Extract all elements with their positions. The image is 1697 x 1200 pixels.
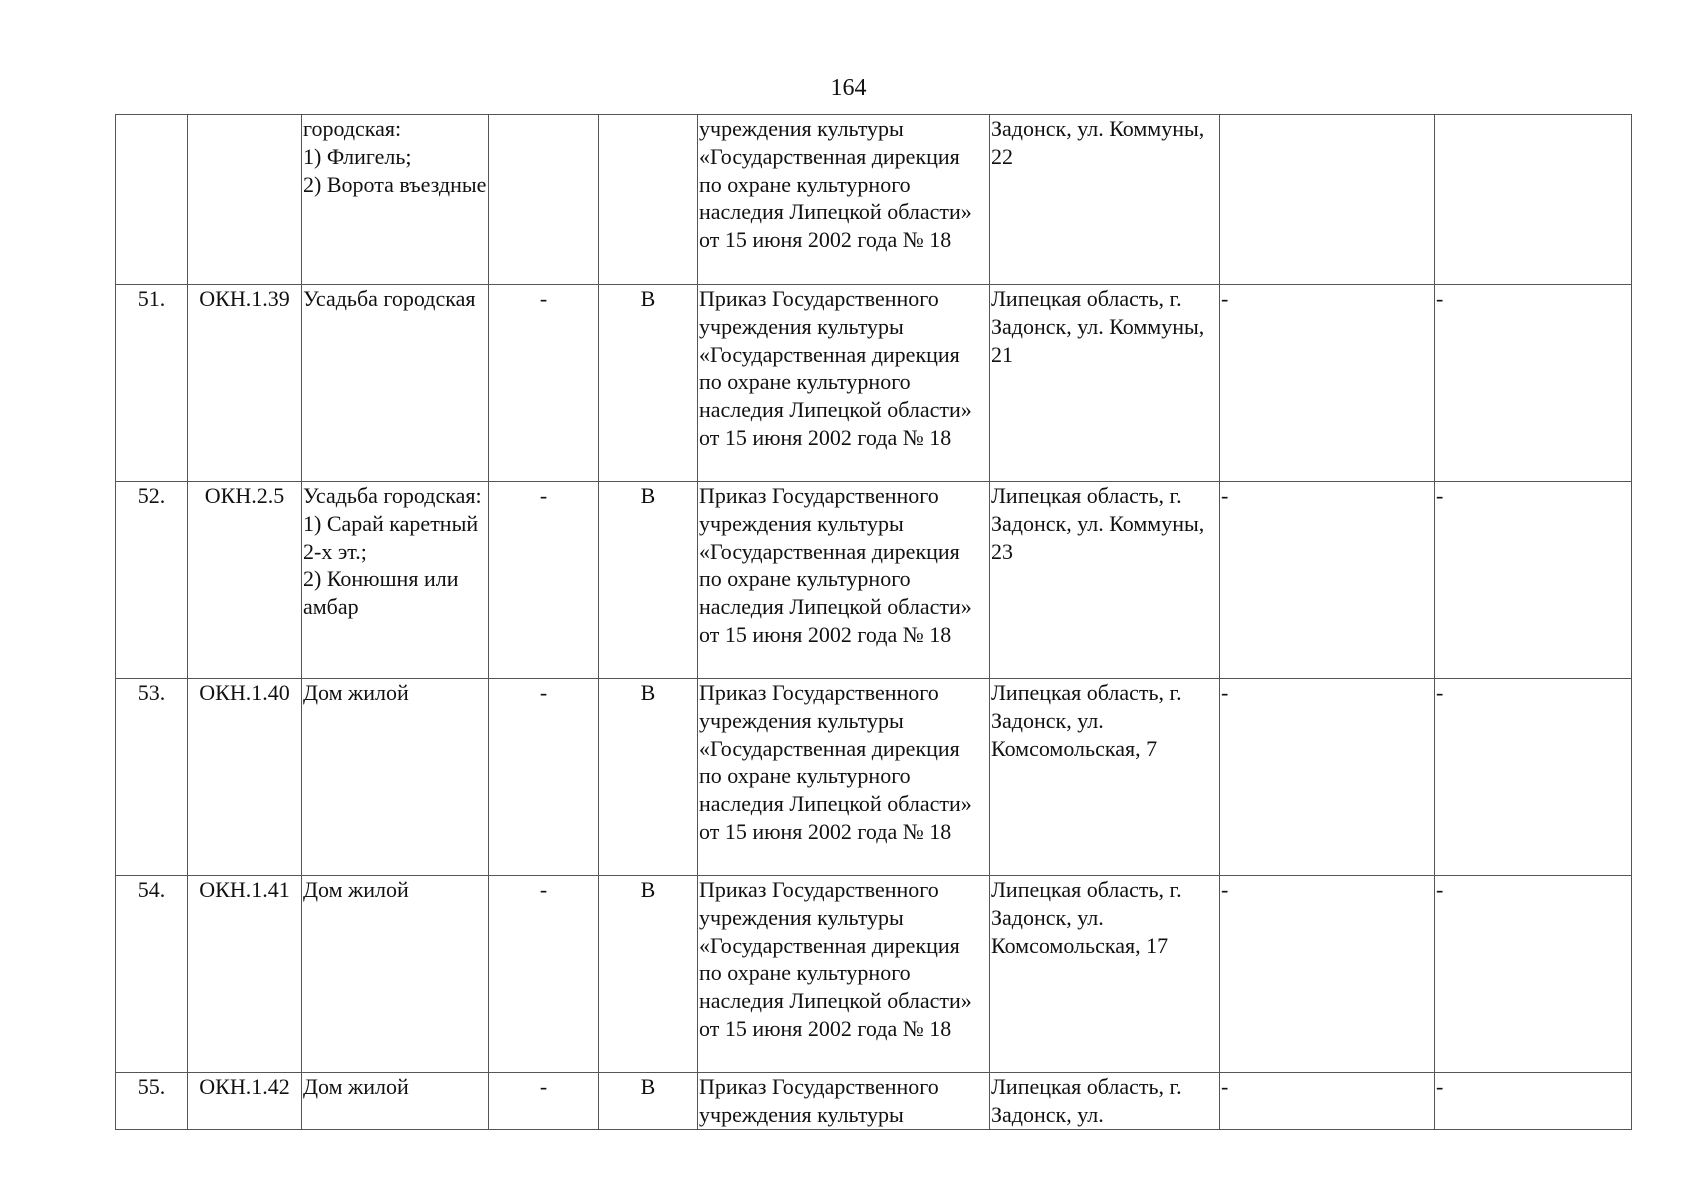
cell-extra-1 [1220, 115, 1435, 285]
cell-object-name: городская: 1) Флигель; 2) Ворота въездные [302, 115, 489, 285]
cell-category: В [599, 482, 698, 679]
cell-document: Приказ Государственного учреждения культуры «Государственная дирекция по охране культурного наследия Липецкой области» от 15 июня 2002 года № 18 [698, 285, 990, 482]
cell-extra-2: - [1435, 876, 1632, 1073]
cell-address: Задонск, ул. Коммуны, 22 [990, 115, 1220, 285]
cell-number: 52. [116, 482, 188, 679]
cell-category: В [599, 876, 698, 1073]
cell-extra-2 [1435, 115, 1632, 285]
cell-object-name: Дом жилой [302, 876, 489, 1073]
cell-extra-1: - [1220, 1073, 1435, 1130]
cell-document: Приказ Государственного учреждения культуры «Государственная дирекция по охране культурного наследия Липецкой области» от 15 июня 2002 года № 18 [698, 482, 990, 679]
cell-address: Липецкая область, г. Задонск, ул. Коммуны, 23 [990, 482, 1220, 679]
cell-address: Липецкая область, г. Задонск, ул. Комсомольская, 7 [990, 679, 1220, 876]
cell-object-name: Дом жилой [302, 679, 489, 876]
cell-number: 53. [116, 679, 188, 876]
cell-object-name: Дом жилой [302, 1073, 489, 1130]
cell-code: ОКН.1.42 [188, 1073, 302, 1130]
cell-extra-2: - [1435, 679, 1632, 876]
cell-category: В [599, 1073, 698, 1130]
cell-code: ОКН.1.41 [188, 876, 302, 1073]
cell-category [599, 115, 698, 285]
cell-extra-2: - [1435, 285, 1632, 482]
cell-dash [489, 115, 599, 285]
table-row-continued [116, 115, 1632, 285]
cell-code: ОКН.1.40 [188, 679, 302, 876]
cell-document: Приказ Государственного учреждения культуры [698, 1073, 990, 1130]
cell-number: 55. [116, 1073, 188, 1130]
table-row [116, 482, 1632, 679]
page-number: 164 [830, 75, 867, 101]
cell-extra-1: - [1220, 482, 1435, 679]
cell-dash: - [489, 679, 599, 876]
cell-number [116, 115, 188, 285]
cell-extra-1: - [1220, 679, 1435, 876]
table-row [116, 679, 1632, 876]
cell-code: ОКН.1.39 [188, 285, 302, 482]
heritage-registry-table [115, 114, 1632, 1130]
cell-extra-1: - [1220, 876, 1435, 1073]
cell-dash: - [489, 482, 599, 679]
cell-dash: - [489, 1073, 599, 1130]
cell-object-name: Усадьба городская: 1) Сарай каретный 2-х эт.; 2) Конюшня или амбар [302, 482, 489, 679]
cell-category: В [599, 285, 698, 482]
cell-document: Приказ Государственного учреждения культуры «Государственная дирекция по охране культурного наследия Липецкой области» от 15 июня 2002 года № 18 [698, 679, 990, 876]
cell-code: ОКН.2.5 [188, 482, 302, 679]
cell-number: 54. [116, 876, 188, 1073]
cell-address: Липецкая область, г. Задонск, ул. Комсомольская, 17 [990, 876, 1220, 1073]
cell-address: Липецкая область, г. Задонск, ул. [990, 1073, 1220, 1130]
cell-extra-1: - [1220, 285, 1435, 482]
table-row [116, 285, 1632, 482]
table-row [116, 1073, 1632, 1130]
cell-extra-2: - [1435, 482, 1632, 679]
cell-number: 51. [116, 285, 188, 482]
cell-document: Приказ Государственного учреждения культуры «Государственная дирекция по охране культурного наследия Липецкой области» от 15 июня 2002 года № 18 [698, 876, 990, 1073]
cell-dash: - [489, 285, 599, 482]
cell-extra-2: - [1435, 1073, 1632, 1130]
cell-object-name: Усадьба городская [302, 285, 489, 482]
cell-code [188, 115, 302, 285]
cell-address: Липецкая область, г. Задонск, ул. Коммуны, 21 [990, 285, 1220, 482]
table-row [116, 876, 1632, 1073]
cell-category: В [599, 679, 698, 876]
cell-document: учреждения культуры «Государственная дирекция по охране культурного наследия Липецкой области» от 15 июня 2002 года № 18 [698, 115, 990, 285]
cell-dash: - [489, 876, 599, 1073]
